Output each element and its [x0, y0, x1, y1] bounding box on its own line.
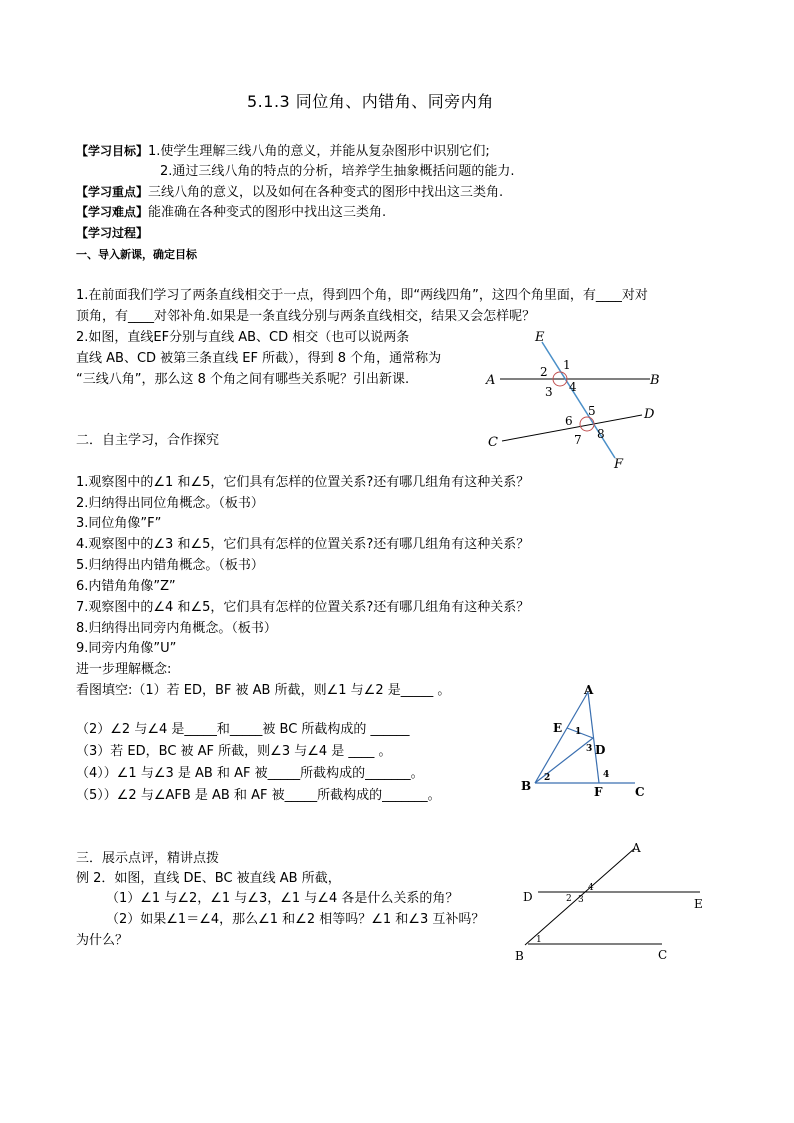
- section1-p1-line2: 顶角，有____对邻补角.如果是一条直线分别与两条直线相交，结果又会怎样呢？: [76, 309, 536, 324]
- angle-3-fig2: 3: [586, 744, 593, 754]
- point-a-fig2: A: [584, 683, 594, 697]
- angle-5-label: 5: [588, 404, 596, 418]
- difficulties-label: 【学习难点】: [76, 205, 149, 219]
- objectives: [76, 142, 490, 161]
- fill-item-3: （3）若 ED，BC 被 AF 所截，则∠3 与∠4 是 ____ 。: [76, 744, 392, 759]
- angle-2-fig3: 2: [566, 894, 572, 904]
- fill-intro: 看图填空:（1）若 ED，BF 被 AB 所截，则∠1 与∠2 是_____ 。: [76, 683, 451, 698]
- point-e: E: [535, 330, 545, 345]
- angle-3-label: 3: [545, 385, 553, 399]
- point-f: F: [614, 457, 624, 472]
- section1-p1-line1: 1.在前面我们学习了两条直线相交于一点，得到四个角，即“两线四角”，这四个角里面，有____对对: [76, 288, 648, 303]
- angle-2-fig2: 2: [544, 773, 551, 783]
- point-e-fig2: E: [553, 721, 563, 735]
- section2-item-5: 5.归纳得出内错角概念。（板书）: [76, 558, 264, 573]
- example-q3: 为什么？: [76, 933, 129, 948]
- key-points-label: 【学习重点】: [76, 185, 149, 199]
- section2-item-7: 7.观察图中的∠4 和∠5，它们具有怎样的位置关系?还有哪几组角有这种关系？: [76, 600, 530, 615]
- angle-7-label: 7: [574, 433, 582, 447]
- key-points-text: 三线八角的意义，以及如何在各种变式的图形中找出这三类角.: [148, 185, 504, 200]
- section2-item-1: 1.观察图中的∠1 和∠5，它们具有怎样的位置关系?还有哪几组角有这种关系？: [76, 475, 530, 490]
- objectives-line2: 2.通过三线八角的特点的分析，培养学生抽象概括问题的能力.: [160, 164, 515, 179]
- point-b-fig2: B: [521, 779, 532, 793]
- point-c-fig3: C: [658, 948, 668, 962]
- section3-heading: 三．展示点评，精讲点拨: [76, 851, 220, 866]
- example-2: 例 2．如图，直线 DE、BC 被直线 AB 所截，: [76, 871, 341, 886]
- angle-4-fig2: 4: [603, 770, 610, 780]
- angle-6-label: 6: [565, 414, 573, 428]
- point-d: D: [644, 407, 655, 422]
- figure-three-lines-eight-angles: [480, 328, 660, 478]
- point-d-fig2: D: [595, 743, 606, 757]
- section2-item-3: 3.同位角像”F”: [76, 516, 162, 531]
- section2-heading: 二．自主学习，合作探究: [76, 433, 220, 448]
- angle-8-label: 8: [597, 427, 605, 441]
- section2-further: 进一步理解概念:: [76, 662, 172, 677]
- section1-heading: 一、导入新课，确定目标: [76, 248, 197, 261]
- key-points: [76, 183, 503, 202]
- figure-lines-de-bc-ab: [510, 838, 710, 968]
- angle-1-fig2: 1: [575, 727, 582, 737]
- point-b-fig3: B: [515, 949, 524, 963]
- point-f-fig2: F: [594, 785, 603, 799]
- section1-p2-line2: 直线 AB、CD 被第三条直线 EF 所截），得到 8 个角，通常称为: [76, 351, 442, 366]
- example-q2: （2）如果∠1＝∠4，那么∠1 和∠2 相等吗？∠1 和∠3 互补吗？: [106, 912, 485, 927]
- point-e-fig3: E: [694, 897, 703, 911]
- angle-4-fig3: 4: [588, 883, 594, 893]
- angle-3-fig3: 3: [578, 895, 584, 905]
- angle-1-label: 1: [563, 358, 571, 372]
- point-c-fig2: C: [635, 785, 645, 799]
- segment-af: [588, 692, 599, 783]
- objectives-line1: 1.使学生理解三线八角的意义，并能从复杂图形中识别它们;: [148, 144, 490, 159]
- angle-4-label: 4: [569, 380, 577, 394]
- point-a: A: [486, 373, 496, 388]
- figure-triangle-abf: [515, 680, 655, 800]
- fill-item-2: （2）∠2 与∠4 是_____和_____被 BC 所截构成的 ______: [76, 722, 410, 737]
- segment-ab: [535, 692, 588, 783]
- point-b: B: [650, 373, 660, 388]
- fill-item-5: （5））∠2 与∠AFB 是 AB 和 AF 被_____所截构成的_______。: [76, 788, 441, 803]
- fill-item-4: （4））∠1 与∠3 是 AB 和 AF 被_____所截构成的_______。: [76, 766, 424, 781]
- section2-item-9: 9.同旁内角像”U”: [76, 641, 177, 656]
- difficulties: [76, 203, 386, 222]
- point-a-fig3: A: [632, 841, 641, 855]
- point-c: C: [488, 435, 498, 450]
- angle-2-label: 2: [540, 365, 548, 379]
- section2-item-8: 8.归纳得出同旁内角概念。（板书）: [76, 621, 277, 636]
- section1-p2-line3: “三线八角”，那么这 8 个角之间有哪些关系呢？引出新课.: [76, 372, 410, 387]
- angle-1-fig3: 1: [536, 935, 542, 945]
- point-d-fig3: D: [523, 890, 533, 904]
- difficulties-text: 能准确在各种变式的图形中找出这三类角.: [148, 205, 387, 220]
- page-title: 5.1.3 同位角、内错角、同旁内角: [247, 92, 494, 111]
- section2-item-4: 4.观察图中的∠3 和∠5，它们具有怎样的位置关系?还有哪几组角有这种关系？: [76, 537, 530, 552]
- section2-item-6: 6.内错角角像”Z”: [76, 579, 176, 594]
- section2-item-2: 2.归纳得出同位角概念。（板书）: [76, 496, 264, 511]
- section1-p2-line1: 2.如图，直线EF分别与直线 AB、CD 相交（也可以说两条: [76, 330, 410, 345]
- example-q1: （1）∠1 与∠2，∠1 与∠3，∠1 与∠4 各是什么关系的角？: [106, 891, 459, 906]
- process-label: 【学习过程】: [76, 226, 149, 240]
- objectives-label: 【学习目标】: [76, 144, 149, 158]
